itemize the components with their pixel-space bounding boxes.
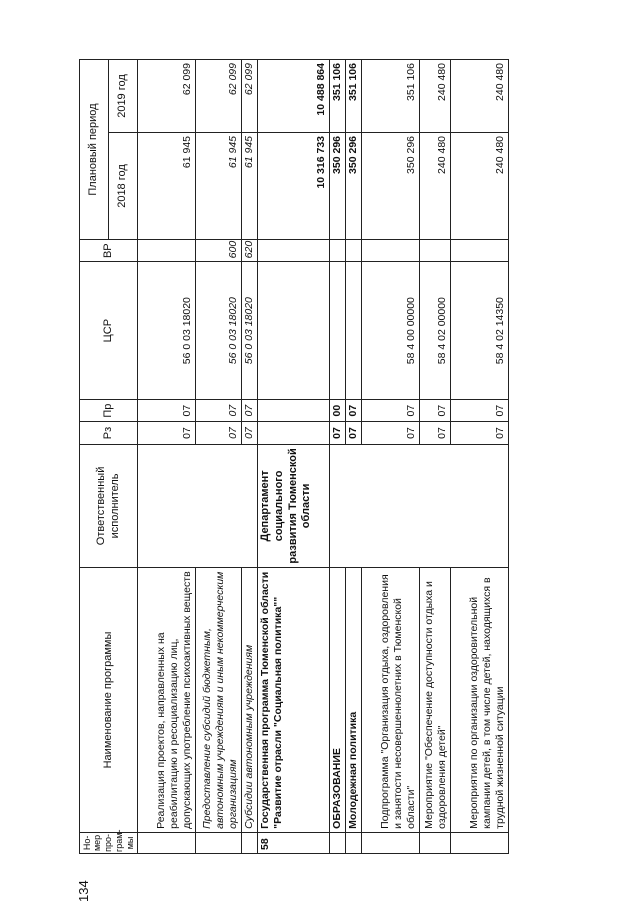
table-row (330, 60, 346, 854)
cell-pr: 07 (451, 399, 509, 421)
cell-pr: 07 (196, 399, 242, 421)
cell-csr (330, 262, 346, 400)
cell-2018: 61 945 (138, 132, 196, 239)
cell-pr: 00 (330, 399, 346, 421)
cell-name: Подпрограмма "Организация отдыха, оздоровления и занятости несовершеннолетних в Тюменской области" (362, 568, 420, 833)
cell-2018: 10 316 733 (258, 132, 330, 239)
cell-num (420, 832, 451, 853)
cell-2019: 62 099 (242, 60, 258, 133)
cell-rz: 07 (420, 422, 451, 444)
table-row (138, 60, 196, 854)
cell-rz: 07 (242, 422, 258, 444)
cell-rz: 07 (346, 422, 362, 444)
cell-vr (330, 240, 346, 262)
cell-2019: 240 480 (420, 60, 451, 133)
cell-2019: 351 106 (346, 60, 362, 133)
cell-name: Молодежная политика (346, 568, 362, 833)
cell-responsible: Департамент социального развития Тюменской области (258, 444, 330, 568)
cell-vr: 620 (242, 240, 258, 262)
planned-period-header: Плановый период (80, 60, 109, 240)
col-2018-header: 2018 год (109, 132, 138, 239)
cell-2019: 351 106 (330, 60, 346, 133)
cell-vr (362, 240, 420, 262)
cell-name: ОБРАЗОВАНИЕ (330, 568, 346, 833)
col-2019-header: 2019 год (109, 60, 138, 133)
cell-num (346, 832, 362, 853)
cell-pr: 07 (242, 399, 258, 421)
cell-num (196, 832, 242, 853)
col-rz-header: Рз (80, 422, 138, 444)
cell-name: Предоставление субсидий бюджетным, автономным учреждениям и иным некоммерческим организациям (196, 568, 242, 833)
cell-num (451, 832, 509, 853)
cell-csr: 58 4 02 14350 (451, 262, 509, 400)
cell-responsible-empty (330, 444, 509, 568)
cell-num (242, 832, 258, 853)
col-pr-header: Пр (80, 399, 138, 421)
cell-rz (258, 422, 330, 444)
cell-rz: 07 (362, 422, 420, 444)
cell-name: Мероприятие "Обеспечение доступности отдыха и оздоровления детей" (420, 568, 451, 833)
cell-2018: 350 296 (346, 132, 362, 239)
cell-name: Реализация проектов, направленных на реабилитацию и ресоциализацию лиц, допускающих употребление психоактивных веществ (138, 568, 196, 833)
cell-2019: 62 099 (196, 60, 242, 133)
cell-vr (346, 240, 362, 262)
col-num-header: Но-мер про-грам-мы (80, 832, 138, 853)
cell-2018: 61 945 (196, 132, 242, 239)
header-row-1 (80, 60, 109, 854)
table-row-programme (258, 60, 330, 854)
cell-num (138, 832, 196, 853)
cell-pr: 07 (420, 399, 451, 421)
budget-table (79, 59, 509, 854)
cell-num (330, 832, 346, 853)
col-responsible-header: Ответственный исполнитель (80, 444, 138, 568)
cell-2019: 62 099 (138, 60, 196, 133)
cell-vr (420, 240, 451, 262)
cell-rz: 07 (196, 422, 242, 444)
col-csr-header: ЦСР (80, 262, 138, 400)
cell-csr: 56 0 03 18020 (196, 262, 242, 400)
cell-vr (138, 240, 196, 262)
budget-table-rotated (79, 59, 611, 854)
cell-2018: 240 480 (451, 132, 509, 239)
cell-pr (258, 399, 330, 421)
page-number: 134 (76, 880, 91, 902)
cell-name: Субсидии автономным учреждениям (242, 568, 258, 833)
col-name-header: Наименование программы (80, 568, 138, 833)
page-number-wrap (40, 462, 91, 902)
cell-name: Мероприятия по организации оздоровительной кампании детей, в том числе детей, находящихся в трудной жизненной ситуации (451, 568, 509, 833)
cell-pr: 07 (346, 399, 362, 421)
cell-2019: 10 488 864 (258, 60, 330, 133)
cell-csr: 56 0 03 18020 (242, 262, 258, 400)
cell-vr: 600 (196, 240, 242, 262)
cell-2019: 240 480 (451, 60, 509, 133)
cell-2019: 351 106 (362, 60, 420, 133)
cell-rz: 07 (138, 422, 196, 444)
cell-csr: 58 4 02 00000 (420, 262, 451, 400)
cell-vr (451, 240, 509, 262)
cell-csr: 56 0 03 18020 (138, 262, 196, 400)
cell-name: Государственная программа Тюменской области "Развитие отрасли "Социальная политика"" (258, 568, 330, 833)
cell-2018: 350 296 (362, 132, 420, 239)
cell-vr (258, 240, 330, 262)
table-body (138, 60, 509, 854)
cell-csr: 58 4 00 00000 (362, 262, 420, 400)
col-vr-header: ВР (80, 240, 138, 262)
cell-num: 58 (258, 832, 330, 853)
cell-rz: 07 (451, 422, 509, 444)
cell-pr: 07 (138, 399, 196, 421)
cell-responsible-empty (138, 444, 258, 568)
cell-csr (346, 262, 362, 400)
cell-2018: 350 296 (330, 132, 346, 239)
cell-csr (258, 262, 330, 400)
cell-2018: 240 480 (420, 132, 451, 239)
cell-num (362, 832, 420, 853)
cell-rz: 07 (330, 422, 346, 444)
cell-pr: 07 (362, 399, 420, 421)
cell-2018: 61 945 (242, 132, 258, 239)
